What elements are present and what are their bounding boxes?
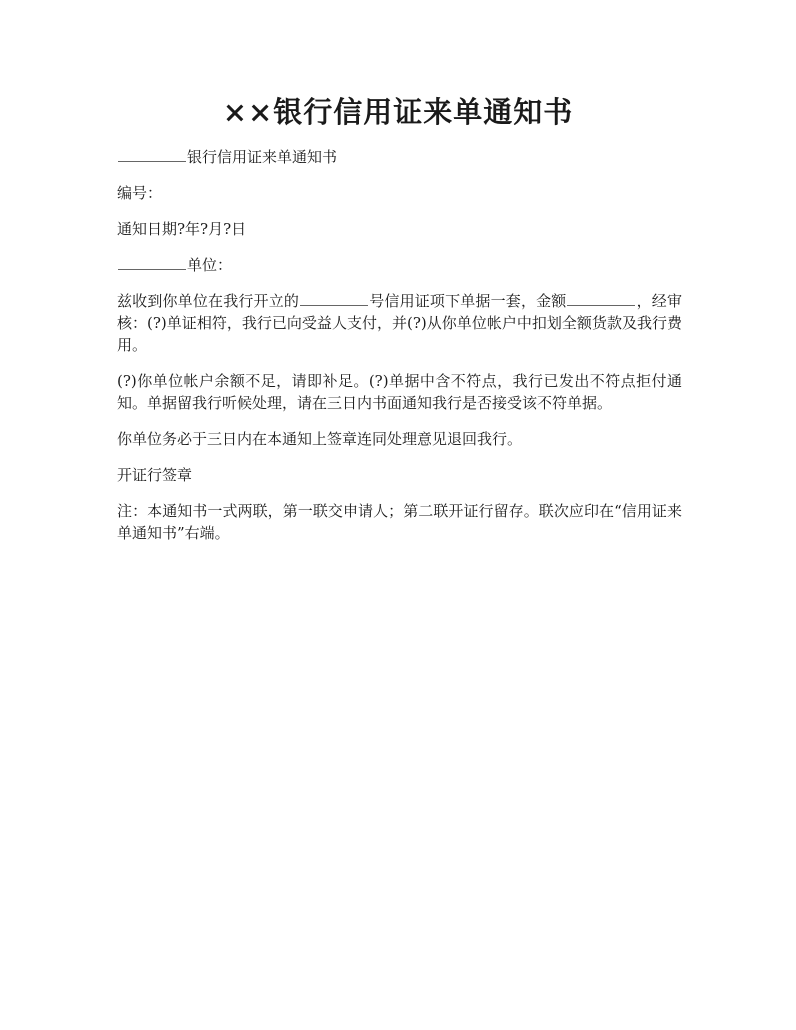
number-line: 编号： (117, 184, 163, 202)
paragraph-balance: (?)你单位帐户余额不足，请即补足。(?)单据中含不符点，我行已发出不符点拒付通知。单据留我行听候处理，请在三日内书面通知我行是否接受该不符单据。 (117, 372, 682, 412)
unit-line (117, 254, 682, 276)
document-title: ××银行信用证来单通知书 (222, 95, 574, 129)
note-paragraph: 注：本通知书一式两联，第一联交申请人；第二联开证行留存。联次应印在“信用证来单通知书”右端。 (117, 502, 682, 542)
date-line: 通知日期?年?月?日 (117, 220, 247, 238)
blank-field (118, 147, 186, 162)
blank-field (300, 291, 368, 306)
unit-label: 单位： (187, 256, 233, 274)
paragraph-return: 你单位务必于三日内在本通知上签章连同处理意见退回我行。 (117, 430, 523, 448)
blank-field (118, 255, 186, 270)
paragraph-receipt-part-c: ，经审核：(?)单证相符，我行已向受益人支付，并(?)从你单位帐户中扣划全额货款及我行费用。 (117, 292, 682, 354)
paragraph-receipt-part-b: 号信用证项下单据一套，金额 (369, 292, 567, 310)
blank-field (567, 291, 635, 306)
header-line-text: 银行信用证来单通知书 (187, 148, 338, 166)
paragraph-receipt-part-a: 兹收到你单位在我行开立的 (117, 292, 300, 310)
seal-line: 开证行签章 (117, 466, 193, 484)
header-line (117, 146, 682, 168)
document-body (117, 146, 682, 558)
paragraph-receipt (117, 290, 682, 356)
